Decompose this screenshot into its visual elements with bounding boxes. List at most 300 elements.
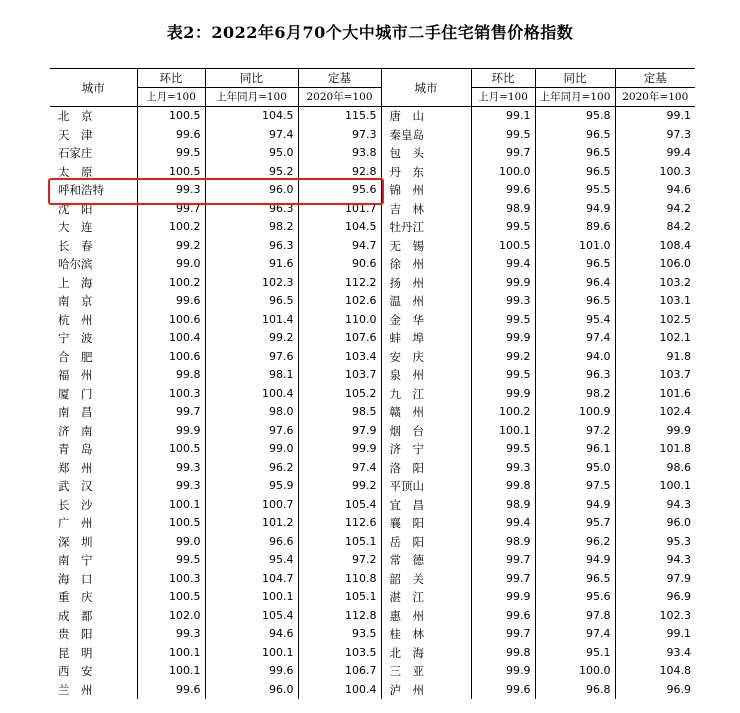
left-fixed-cell: 107.6 bbox=[298, 329, 381, 348]
right-fixed-cell: 97.3 bbox=[615, 126, 695, 145]
left-yoy-cell: 97.6 bbox=[205, 422, 298, 441]
right-city-cell: 九 江 bbox=[381, 385, 471, 404]
right-yoy-cell: 101.0 bbox=[535, 237, 615, 256]
left-mom-cell: 100.2 bbox=[137, 218, 205, 237]
right-yoy-cell: 96.3 bbox=[535, 366, 615, 385]
table-row bbox=[50, 422, 695, 441]
left-city-cell: 郑 州 bbox=[58, 460, 93, 475]
right-fixed-cell: 94.3 bbox=[615, 496, 695, 515]
left-mom-cell: 99.7 bbox=[137, 200, 205, 219]
left-fixed-cell: 93.8 bbox=[298, 144, 381, 163]
right-yoy-cell: 96.4 bbox=[535, 274, 615, 293]
header-fixed-base-right: 2020年=100 bbox=[615, 88, 695, 107]
right-mom-cell: 100.0 bbox=[471, 163, 535, 182]
header-mom-right: 环比 bbox=[471, 69, 535, 88]
left-yoy-cell: 100.4 bbox=[205, 385, 298, 404]
table-row bbox=[50, 255, 695, 274]
left-yoy-cell: 96.0 bbox=[205, 181, 298, 200]
right-fixed-cell: 100.1 bbox=[615, 477, 695, 496]
header-city-left: 城市 bbox=[50, 69, 137, 107]
left-fixed-cell: 105.1 bbox=[298, 588, 381, 607]
right-city-cell: 襄 阳 bbox=[381, 514, 471, 533]
right-fixed-cell: 84.2 bbox=[615, 218, 695, 237]
right-fixed-cell: 99.1 bbox=[615, 107, 695, 126]
left-city-cell: 深 圳 bbox=[58, 534, 93, 549]
right-mom-cell: 98.9 bbox=[471, 496, 535, 515]
right-fixed-cell: 106.0 bbox=[615, 255, 695, 274]
header-city-right: 城市 bbox=[381, 69, 471, 107]
left-fixed-cell: 105.2 bbox=[298, 385, 381, 404]
right-city-cell: 济 宁 bbox=[381, 440, 471, 459]
left-mom-cell: 100.5 bbox=[137, 163, 205, 182]
left-yoy-cell: 99.2 bbox=[205, 329, 298, 348]
right-city-cell: 安 庆 bbox=[381, 348, 471, 367]
table-row bbox=[50, 237, 695, 256]
left-city-cell: 广 州 bbox=[58, 516, 93, 531]
left-mom-cell: 100.2 bbox=[137, 274, 205, 293]
table-row bbox=[50, 551, 695, 570]
left-fixed-cell: 115.5 bbox=[298, 107, 381, 126]
left-fixed-cell: 103.5 bbox=[298, 644, 381, 663]
left-city-cell: 兰 州 bbox=[58, 682, 93, 697]
left-fixed-cell: 94.7 bbox=[298, 237, 381, 256]
left-yoy-cell: 100.1 bbox=[205, 588, 298, 607]
header-mom-left: 环比 bbox=[137, 69, 205, 88]
left-city-cell: 西 安 bbox=[58, 664, 93, 679]
right-city-cell: 烟 台 bbox=[381, 422, 471, 441]
left-fixed-cell: 112.6 bbox=[298, 514, 381, 533]
left-mom-cell: 100.3 bbox=[137, 385, 205, 404]
left-fixed-cell: 106.7 bbox=[298, 662, 381, 681]
price-index-table-container bbox=[50, 68, 695, 699]
right-fixed-cell: 98.6 bbox=[615, 459, 695, 478]
left-fixed-cell: 110.0 bbox=[298, 311, 381, 330]
left-mom-cell: 100.5 bbox=[137, 440, 205, 459]
left-fixed-cell: 102.6 bbox=[298, 292, 381, 311]
right-mom-cell: 100.1 bbox=[471, 422, 535, 441]
left-mom-cell: 100.1 bbox=[137, 644, 205, 663]
right-city-cell: 湛 江 bbox=[381, 588, 471, 607]
left-mom-cell: 100.5 bbox=[137, 107, 205, 126]
right-fixed-cell: 101.6 bbox=[615, 385, 695, 404]
left-city-cell: 上 海 bbox=[58, 275, 93, 290]
right-yoy-cell: 96.2 bbox=[535, 533, 615, 552]
left-fixed-cell: 100.4 bbox=[298, 681, 381, 700]
left-city-cell: 呼和浩特 bbox=[58, 183, 104, 198]
left-city-cell: 成 都 bbox=[58, 608, 93, 623]
right-mom-cell: 99.6 bbox=[471, 607, 535, 626]
left-mom-cell: 100.1 bbox=[137, 662, 205, 681]
left-yoy-cell: 105.4 bbox=[205, 607, 298, 626]
left-yoy-cell: 95.0 bbox=[205, 144, 298, 163]
right-fixed-cell: 94.2 bbox=[615, 200, 695, 219]
right-city-cell: 岳 阳 bbox=[381, 533, 471, 552]
right-fixed-cell: 94.6 bbox=[615, 181, 695, 200]
left-yoy-cell: 91.6 bbox=[205, 255, 298, 274]
right-yoy-cell: 97.5 bbox=[535, 477, 615, 496]
left-mom-cell: 100.4 bbox=[137, 329, 205, 348]
table-row bbox=[50, 570, 695, 589]
table-row bbox=[50, 403, 695, 422]
header-yoy-right: 同比 bbox=[535, 69, 615, 88]
right-yoy-cell: 95.5 bbox=[535, 181, 615, 200]
table-row bbox=[50, 274, 695, 293]
left-yoy-cell: 101.4 bbox=[205, 311, 298, 330]
header-yoy-base-right: 上年同月=100 bbox=[535, 88, 615, 107]
header-fixed-right: 定基 bbox=[615, 69, 695, 88]
right-city-cell: 扬 州 bbox=[381, 274, 471, 293]
table-row bbox=[50, 477, 695, 496]
table-row bbox=[50, 329, 695, 348]
table-row bbox=[50, 348, 695, 367]
left-yoy-cell: 104.7 bbox=[205, 570, 298, 589]
left-yoy-cell: 96.3 bbox=[205, 200, 298, 219]
right-yoy-cell: 94.9 bbox=[535, 551, 615, 570]
left-fixed-cell: 112.8 bbox=[298, 607, 381, 626]
left-yoy-cell: 94.6 bbox=[205, 625, 298, 644]
right-mom-cell: 99.9 bbox=[471, 588, 535, 607]
left-mom-cell: 99.3 bbox=[137, 477, 205, 496]
right-yoy-cell: 97.2 bbox=[535, 422, 615, 441]
right-fixed-cell: 102.4 bbox=[615, 403, 695, 422]
left-fixed-cell: 103.7 bbox=[298, 366, 381, 385]
left-city-cell: 宁 波 bbox=[58, 331, 93, 346]
right-yoy-cell: 97.8 bbox=[535, 607, 615, 626]
right-mom-cell: 99.1 bbox=[471, 107, 535, 126]
table-row bbox=[50, 218, 695, 237]
right-mom-cell: 99.7 bbox=[471, 551, 535, 570]
right-city-cell: 常 德 bbox=[381, 551, 471, 570]
right-yoy-cell: 96.5 bbox=[535, 144, 615, 163]
right-fixed-cell: 102.1 bbox=[615, 329, 695, 348]
right-yoy-cell: 94.9 bbox=[535, 496, 615, 515]
left-city-cell: 南 宁 bbox=[58, 553, 93, 568]
left-yoy-cell: 98.1 bbox=[205, 366, 298, 385]
left-yoy-cell: 98.2 bbox=[205, 218, 298, 237]
right-fixed-cell: 94.3 bbox=[615, 551, 695, 570]
right-fixed-cell: 103.7 bbox=[615, 366, 695, 385]
right-fixed-cell: 96.9 bbox=[615, 681, 695, 700]
left-mom-cell: 99.5 bbox=[137, 144, 205, 163]
right-mom-cell: 99.5 bbox=[471, 218, 535, 237]
left-mom-cell: 100.3 bbox=[137, 570, 205, 589]
right-mom-cell: 98.9 bbox=[471, 533, 535, 552]
right-city-cell: 北 海 bbox=[381, 644, 471, 663]
left-city-cell: 济 南 bbox=[58, 423, 93, 438]
right-yoy-cell: 96.5 bbox=[535, 255, 615, 274]
left-yoy-cell: 96.3 bbox=[205, 237, 298, 256]
left-mom-cell: 100.5 bbox=[137, 588, 205, 607]
right-fixed-cell: 93.4 bbox=[615, 644, 695, 663]
left-yoy-cell: 95.2 bbox=[205, 163, 298, 182]
right-yoy-cell: 95.7 bbox=[535, 514, 615, 533]
table-row bbox=[50, 107, 695, 126]
right-fixed-cell: 91.8 bbox=[615, 348, 695, 367]
table-row bbox=[50, 644, 695, 663]
right-city-cell: 韶 关 bbox=[381, 570, 471, 589]
header-fixed-base-left: 2020年=100 bbox=[298, 88, 381, 107]
right-fixed-cell: 103.1 bbox=[615, 292, 695, 311]
right-mom-cell: 99.7 bbox=[471, 625, 535, 644]
left-mom-cell: 99.0 bbox=[137, 533, 205, 552]
table-row bbox=[50, 533, 695, 552]
right-city-cell: 包 头 bbox=[381, 144, 471, 163]
left-fixed-cell: 112.2 bbox=[298, 274, 381, 293]
right-city-cell: 秦皇岛 bbox=[381, 126, 471, 145]
left-fixed-cell: 95.6 bbox=[298, 181, 381, 200]
header-base-row bbox=[50, 88, 695, 107]
right-yoy-cell: 100.0 bbox=[535, 662, 615, 681]
left-city-cell: 北 京 bbox=[58, 109, 93, 124]
table-row bbox=[50, 366, 695, 385]
left-yoy-cell: 96.6 bbox=[205, 533, 298, 552]
left-yoy-cell: 96.2 bbox=[205, 459, 298, 478]
left-city-cell: 天 津 bbox=[58, 127, 93, 142]
right-fixed-cell: 103.2 bbox=[615, 274, 695, 293]
left-city-cell: 南 昌 bbox=[58, 405, 93, 420]
left-yoy-cell: 96.5 bbox=[205, 292, 298, 311]
left-city-cell: 石家庄 bbox=[58, 146, 93, 161]
left-mom-cell: 99.7 bbox=[137, 403, 205, 422]
left-yoy-cell: 97.4 bbox=[205, 126, 298, 145]
left-mom-cell: 100.5 bbox=[137, 514, 205, 533]
table-row bbox=[50, 292, 695, 311]
right-mom-cell: 99.6 bbox=[471, 681, 535, 700]
right-city-cell: 三 亚 bbox=[381, 662, 471, 681]
right-city-cell: 吉 林 bbox=[381, 200, 471, 219]
right-yoy-cell: 95.0 bbox=[535, 459, 615, 478]
right-fixed-cell: 100.3 bbox=[615, 163, 695, 182]
right-yoy-cell: 98.2 bbox=[535, 385, 615, 404]
header-fixed-left: 定基 bbox=[298, 69, 381, 88]
right-fixed-cell: 96.0 bbox=[615, 514, 695, 533]
left-fixed-cell: 97.2 bbox=[298, 551, 381, 570]
left-city-cell: 大 连 bbox=[58, 220, 93, 235]
table-row bbox=[50, 311, 695, 330]
right-city-cell: 丹 东 bbox=[381, 163, 471, 182]
left-mom-cell: 99.8 bbox=[137, 366, 205, 385]
left-mom-cell: 99.0 bbox=[137, 255, 205, 274]
header-yoy-base-left: 上年同月=100 bbox=[205, 88, 298, 107]
right-city-cell: 赣 州 bbox=[381, 403, 471, 422]
left-mom-cell: 99.6 bbox=[137, 126, 205, 145]
price-index-table bbox=[50, 68, 695, 699]
right-mom-cell: 99.4 bbox=[471, 255, 535, 274]
table-row bbox=[50, 496, 695, 515]
right-mom-cell: 99.5 bbox=[471, 366, 535, 385]
left-fixed-cell: 97.4 bbox=[298, 459, 381, 478]
right-city-cell: 锦 州 bbox=[381, 181, 471, 200]
right-fixed-cell: 95.3 bbox=[615, 533, 695, 552]
right-fixed-cell: 102.3 bbox=[615, 607, 695, 626]
right-yoy-cell: 95.4 bbox=[535, 311, 615, 330]
left-city-cell: 昆 明 bbox=[58, 645, 93, 660]
table-row bbox=[50, 459, 695, 478]
right-yoy-cell: 96.1 bbox=[535, 440, 615, 459]
left-fixed-cell: 98.5 bbox=[298, 403, 381, 422]
right-fixed-cell: 104.8 bbox=[615, 662, 695, 681]
table-row bbox=[50, 440, 695, 459]
left-yoy-cell: 100.1 bbox=[205, 644, 298, 663]
left-city-cell: 青 岛 bbox=[58, 442, 93, 457]
header-yoy-left: 同比 bbox=[205, 69, 298, 88]
right-yoy-cell: 95.1 bbox=[535, 644, 615, 663]
left-city-cell: 合 肥 bbox=[58, 349, 93, 364]
table-row bbox=[50, 607, 695, 626]
left-yoy-cell: 99.6 bbox=[205, 662, 298, 681]
right-yoy-cell: 97.4 bbox=[535, 329, 615, 348]
right-yoy-cell: 100.9 bbox=[535, 403, 615, 422]
left-fixed-cell: 103.4 bbox=[298, 348, 381, 367]
table-title: 表2：2022年6月70个大中城市二手住宅销售价格指数 bbox=[166, 23, 574, 42]
left-yoy-cell: 101.2 bbox=[205, 514, 298, 533]
right-yoy-cell: 94.0 bbox=[535, 348, 615, 367]
right-fixed-cell: 101.8 bbox=[615, 440, 695, 459]
right-mom-cell: 98.9 bbox=[471, 200, 535, 219]
right-mom-cell: 99.5 bbox=[471, 311, 535, 330]
right-fixed-cell: 99.1 bbox=[615, 625, 695, 644]
right-city-cell: 宜 昌 bbox=[381, 496, 471, 515]
right-city-cell: 牡丹江 bbox=[381, 218, 471, 237]
left-city-cell: 贵 阳 bbox=[58, 627, 93, 642]
left-mom-cell: 99.6 bbox=[137, 681, 205, 700]
right-city-cell: 徐 州 bbox=[381, 255, 471, 274]
left-mom-cell: 100.6 bbox=[137, 311, 205, 330]
left-yoy-cell: 104.5 bbox=[205, 107, 298, 126]
right-mom-cell: 99.9 bbox=[471, 329, 535, 348]
left-mom-cell: 99.3 bbox=[137, 625, 205, 644]
left-fixed-cell: 97.9 bbox=[298, 422, 381, 441]
left-fixed-cell: 105.1 bbox=[298, 533, 381, 552]
table-row bbox=[50, 681, 695, 700]
left-yoy-cell: 95.9 bbox=[205, 477, 298, 496]
left-fixed-cell: 110.8 bbox=[298, 570, 381, 589]
right-mom-cell: 99.8 bbox=[471, 644, 535, 663]
left-fixed-cell: 105.4 bbox=[298, 496, 381, 515]
left-city-cell: 杭 州 bbox=[58, 312, 93, 327]
header-mom-base-left: 上月=100 bbox=[137, 88, 205, 107]
right-city-cell: 温 州 bbox=[381, 292, 471, 311]
right-city-cell: 洛 阳 bbox=[381, 459, 471, 478]
right-mom-cell: 99.7 bbox=[471, 144, 535, 163]
left-fixed-cell: 93.5 bbox=[298, 625, 381, 644]
left-city-cell: 长 春 bbox=[58, 238, 93, 253]
left-fixed-cell: 101.7 bbox=[298, 200, 381, 219]
right-mom-cell: 99.9 bbox=[471, 274, 535, 293]
right-mom-cell: 100.2 bbox=[471, 403, 535, 422]
left-fixed-cell: 104.5 bbox=[298, 218, 381, 237]
right-city-cell: 桂 林 bbox=[381, 625, 471, 644]
right-yoy-cell: 96.5 bbox=[535, 570, 615, 589]
table-row bbox=[50, 625, 695, 644]
right-city-cell: 泉 州 bbox=[381, 366, 471, 385]
left-fixed-cell: 90.6 bbox=[298, 255, 381, 274]
table-row bbox=[50, 514, 695, 533]
table-row bbox=[50, 662, 695, 681]
right-mom-cell: 99.5 bbox=[471, 440, 535, 459]
left-yoy-cell: 102.3 bbox=[205, 274, 298, 293]
left-mom-cell: 99.3 bbox=[137, 459, 205, 478]
right-yoy-cell: 96.5 bbox=[535, 126, 615, 145]
right-yoy-cell: 95.8 bbox=[535, 107, 615, 126]
right-fixed-cell: 97.9 bbox=[615, 570, 695, 589]
left-fixed-cell: 99.2 bbox=[298, 477, 381, 496]
right-fixed-cell: 96.9 bbox=[615, 588, 695, 607]
left-city-cell: 武 汉 bbox=[58, 479, 93, 494]
right-city-cell: 泸 州 bbox=[381, 681, 471, 700]
right-yoy-cell: 95.6 bbox=[535, 588, 615, 607]
left-mom-cell: 102.0 bbox=[137, 607, 205, 626]
right-mom-cell: 99.3 bbox=[471, 459, 535, 478]
left-fixed-cell: 99.9 bbox=[298, 440, 381, 459]
left-fixed-cell: 92.8 bbox=[298, 163, 381, 182]
left-yoy-cell: 96.0 bbox=[205, 681, 298, 700]
right-yoy-cell: 94.9 bbox=[535, 200, 615, 219]
right-city-cell: 金 华 bbox=[381, 311, 471, 330]
left-city-cell: 沈 阳 bbox=[58, 201, 93, 216]
right-mom-cell: 99.9 bbox=[471, 662, 535, 681]
right-yoy-cell: 89.6 bbox=[535, 218, 615, 237]
left-mom-cell: 99.9 bbox=[137, 422, 205, 441]
left-yoy-cell: 99.0 bbox=[205, 440, 298, 459]
table-row bbox=[50, 126, 695, 145]
left-city-cell: 海 口 bbox=[58, 571, 93, 586]
right-mom-cell: 99.8 bbox=[471, 477, 535, 496]
table-row bbox=[50, 588, 695, 607]
right-mom-cell: 99.3 bbox=[471, 292, 535, 311]
right-fixed-cell: 99.4 bbox=[615, 144, 695, 163]
right-city-cell: 平顶山 bbox=[381, 477, 471, 496]
right-yoy-cell: 97.4 bbox=[535, 625, 615, 644]
left-yoy-cell: 97.6 bbox=[205, 348, 298, 367]
left-fixed-cell: 97.3 bbox=[298, 126, 381, 145]
left-mom-cell: 99.3 bbox=[137, 181, 205, 200]
right-fixed-cell: 102.5 bbox=[615, 311, 695, 330]
left-mom-cell: 99.6 bbox=[137, 292, 205, 311]
header-mom-base-right: 上月=100 bbox=[471, 88, 535, 107]
left-city-cell: 长 沙 bbox=[58, 497, 93, 512]
right-fixed-cell: 108.4 bbox=[615, 237, 695, 256]
left-city-cell: 福 州 bbox=[58, 368, 93, 383]
left-city-cell: 南 京 bbox=[58, 294, 93, 309]
table-row bbox=[50, 144, 695, 163]
right-mom-cell: 99.9 bbox=[471, 385, 535, 404]
left-mom-cell: 99.5 bbox=[137, 551, 205, 570]
right-city-cell: 蚌 埠 bbox=[381, 329, 471, 348]
highlight-box bbox=[48, 178, 384, 205]
right-yoy-cell: 96.5 bbox=[535, 163, 615, 182]
left-city-cell: 太 原 bbox=[58, 164, 93, 179]
right-city-cell: 惠 州 bbox=[381, 607, 471, 626]
right-mom-cell: 99.4 bbox=[471, 514, 535, 533]
left-mom-cell: 100.1 bbox=[137, 496, 205, 515]
right-mom-cell: 99.2 bbox=[471, 348, 535, 367]
left-city-cell: 厦 门 bbox=[58, 386, 93, 401]
right-mom-cell: 100.5 bbox=[471, 237, 535, 256]
left-mom-cell: 99.2 bbox=[137, 237, 205, 256]
right-city-cell: 唐 山 bbox=[381, 107, 471, 126]
left-yoy-cell: 95.4 bbox=[205, 551, 298, 570]
right-mom-cell: 99.5 bbox=[471, 126, 535, 145]
left-city-cell: 哈尔滨 bbox=[58, 257, 93, 272]
left-yoy-cell: 98.0 bbox=[205, 403, 298, 422]
left-yoy-cell: 100.7 bbox=[205, 496, 298, 515]
right-fixed-cell: 99.9 bbox=[615, 422, 695, 441]
right-mom-cell: 99.6 bbox=[471, 181, 535, 200]
left-mom-cell: 100.6 bbox=[137, 348, 205, 367]
right-yoy-cell: 96.8 bbox=[535, 681, 615, 700]
left-city-cell: 重 庆 bbox=[58, 590, 93, 605]
